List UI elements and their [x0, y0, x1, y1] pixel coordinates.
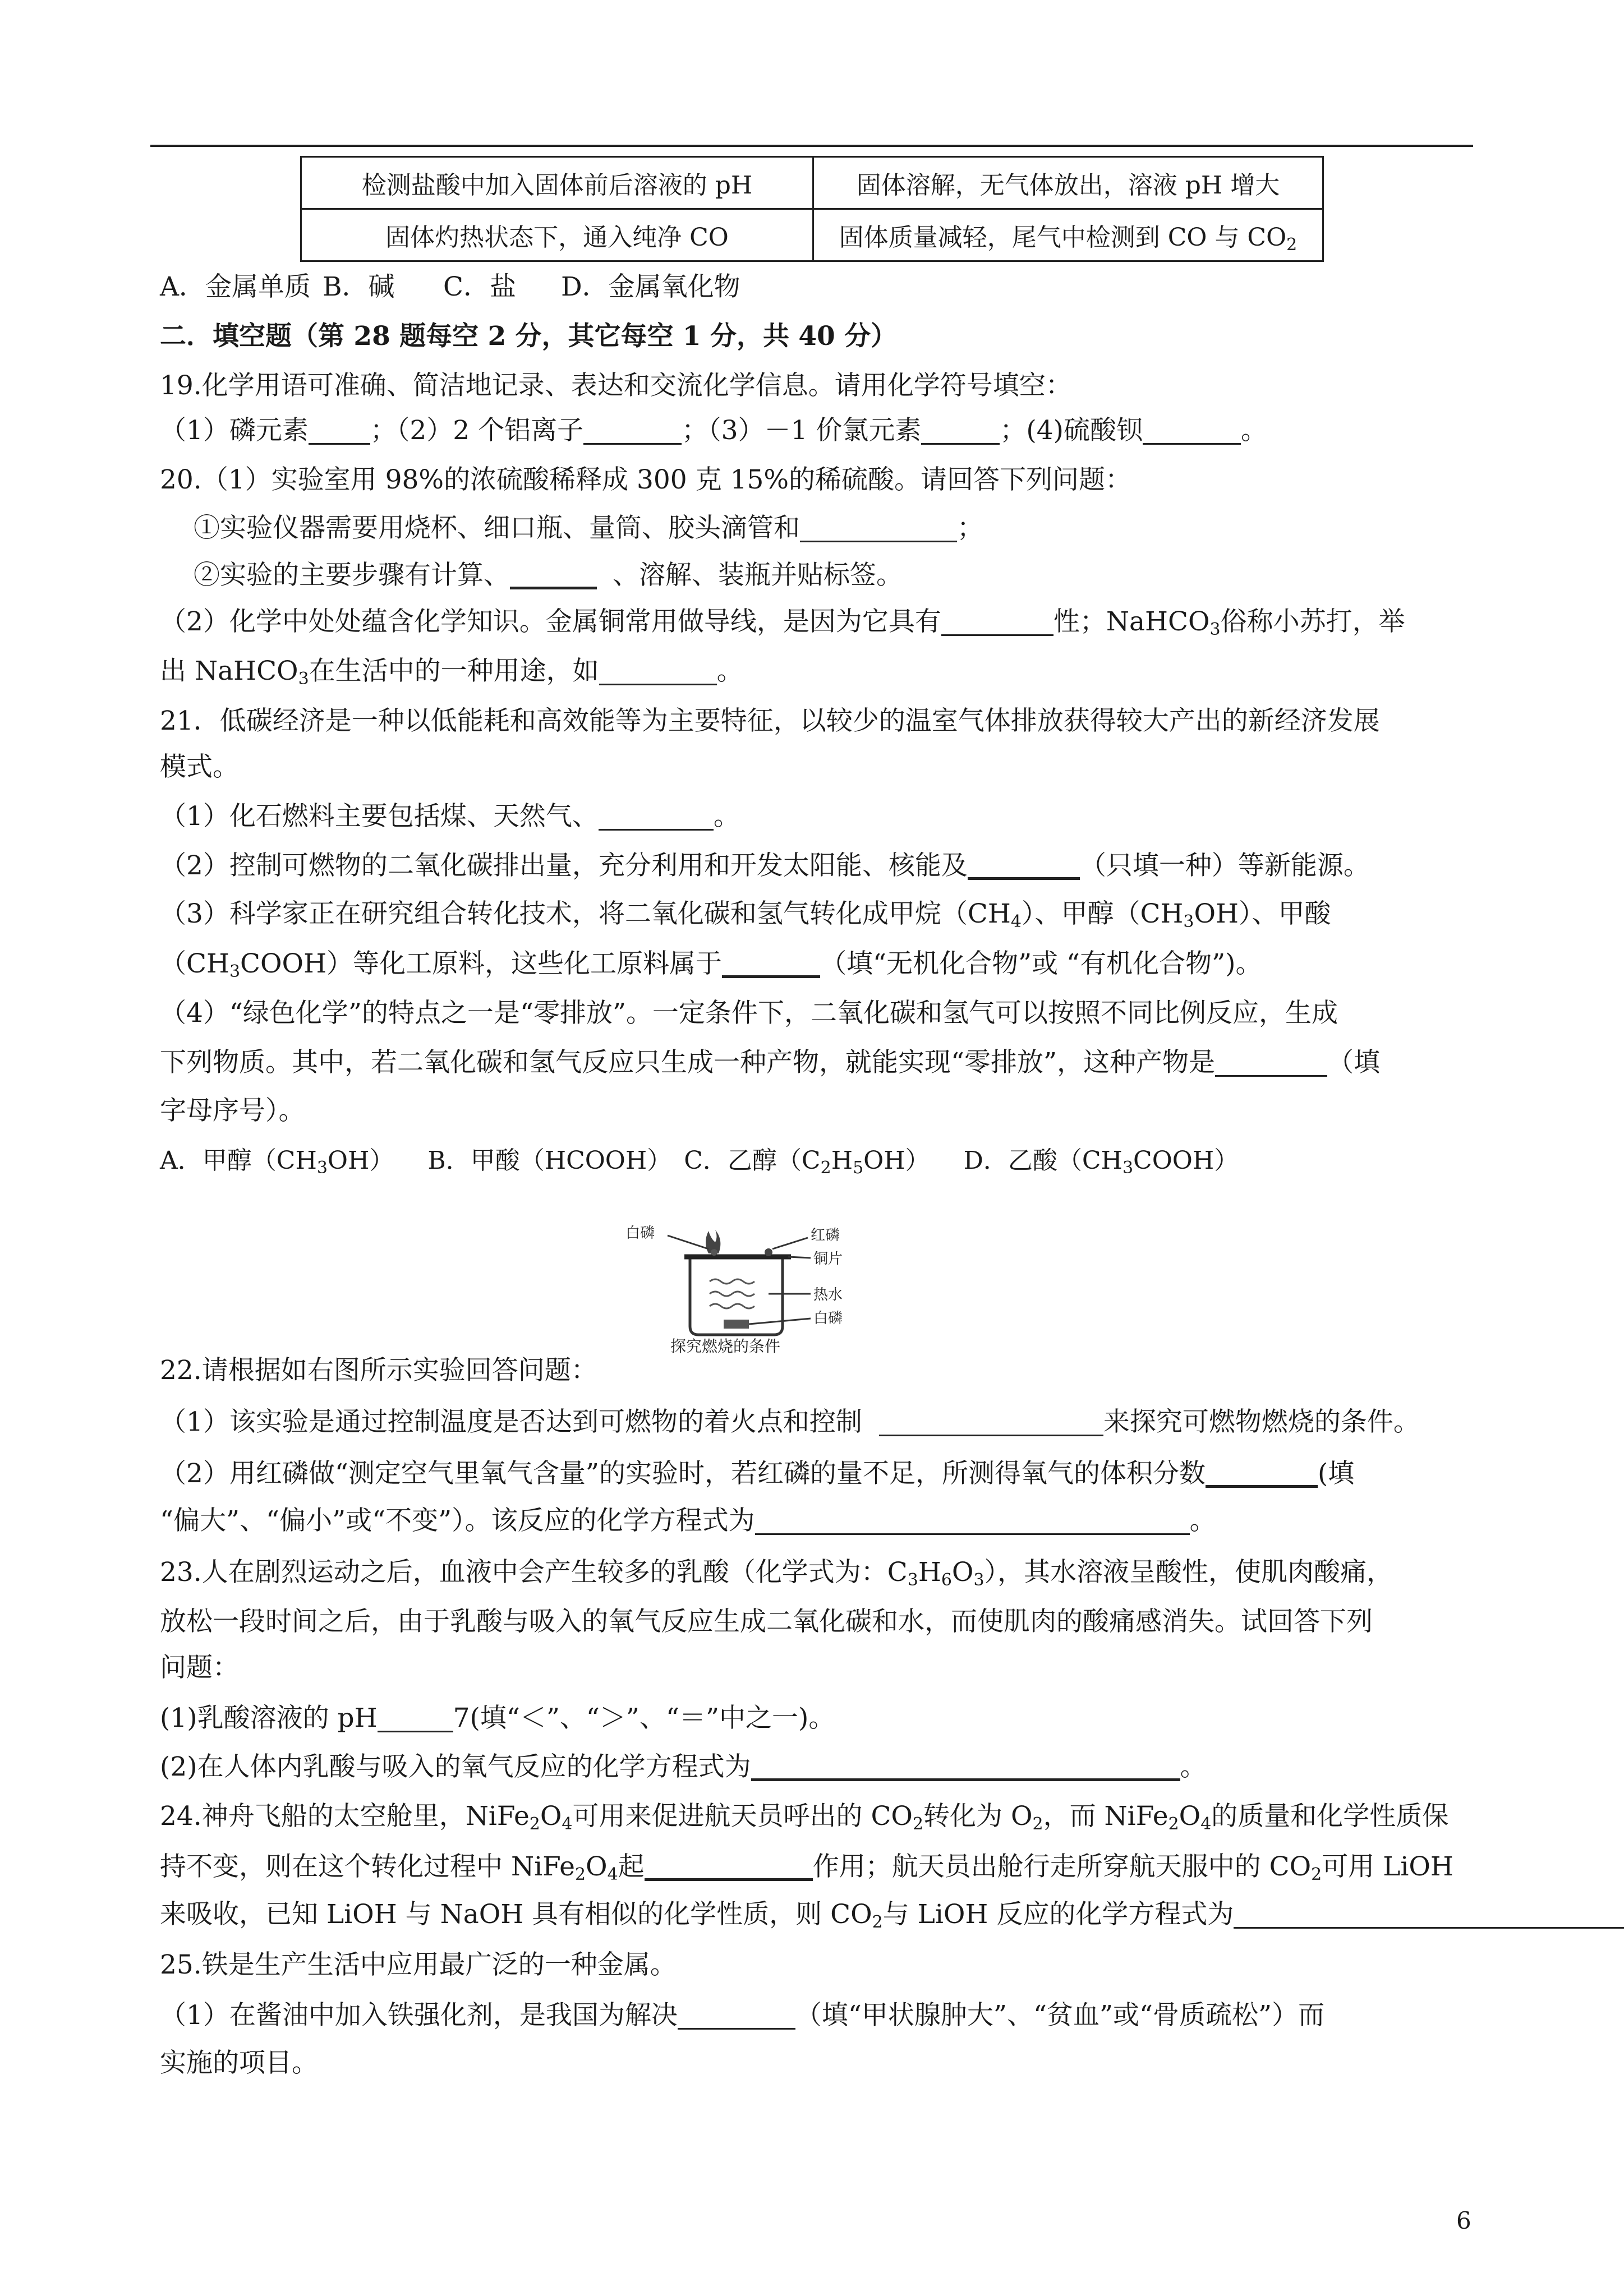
q21-part4-end: 字母序号）。 [160, 1095, 305, 1126]
q20-part2: （2）化学中处处蕴含化学知识。金属铜常用做导线，是因为它具有 性；NaHCO$_3$俗称小苏打，举 [160, 606, 1405, 639]
answer-blank[interactable] [378, 1705, 453, 1732]
q21-part3-cont: $(CH_3COOH)$等化工原料，这些化工原料属于 （填“无机化合物”或 “有机化合物”)。 [160, 948, 1262, 981]
combustion-experiment-figure [625, 1220, 872, 1354]
q21-part4: （4）“绿色化学”的特点之一是“零排放”。一定条件下，二氧化碳和氢气可以按照不同比例反应，生成 [160, 998, 1338, 1029]
q21-part4-cont: 下列物质。其中，若二氧化碳和氢气反应只生成一种产物，就能实现“零排放”，这种产物是 （填 [160, 1047, 1381, 1078]
q24-line3: 来吸收，已知 LiOH 与 NaOH 具有相似的化学性质，则 $CO_2$与 LiOH 反应的化学方程式为 [160, 1901, 1624, 1929]
q22-part2: （2）用红磷做“测定空气里氧气含量”的实验时，若红磷的量不足，所测得氧气的体积分数 (填 [160, 1458, 1355, 1489]
label-copper: 铜片 [813, 1251, 843, 1267]
answer-blank[interactable] [722, 949, 820, 978]
q20-stem: 20.（1）实验室用 98%的浓硫酸稀释成 300 克 15%的稀硫酸。请回答下列问题： [160, 464, 1132, 495]
table-cell: 检测盐酸中加入固体前后溶液的 pH [301, 157, 813, 209]
answer-blank[interactable] [751, 1753, 1180, 1781]
q23-part2: (2)在人体内乳酸与吸入的氧气反应的化学方程式为 。 [160, 1751, 1207, 1782]
q25-part1: （1）在酱油中加入铁强化剂，是我国为解决 （填“甲状腺肿大”、“贫血”或“骨质疏松”）而 [160, 2000, 1325, 2031]
q20-step2: ②实验的主要步骤有计算、 、溶解、装瓶并贴标签。 [194, 560, 903, 591]
answer-blank[interactable] [941, 608, 1053, 636]
table-cell: 固体质量减轻，尾气中检测到 CO 与 $CO_2$ [813, 209, 1323, 261]
q23-stem-end: 问题： [160, 1652, 239, 1683]
answer-blank[interactable] [968, 851, 1080, 880]
answer-blank[interactable] [678, 2002, 795, 2030]
label-red-p: 红磷 [811, 1227, 840, 1244]
white-phosphorus-underwater [724, 1320, 749, 1329]
q21-stem-cont: 模式。 [160, 751, 239, 782]
option-d: D．金属氧化物 [561, 271, 740, 302]
answer-blank[interactable] [645, 1852, 813, 1881]
answer-blank[interactable] [1143, 417, 1241, 445]
answer-blank[interactable] [1206, 1459, 1318, 1488]
label-white-p: 白磷 [625, 1225, 655, 1242]
answer-blank[interactable] [599, 803, 714, 831]
q22-part2-cont: “偏大”、“偏小”或“不变”）。该反应的化学方程式为 。 [160, 1505, 1216, 1536]
q24-line2: 持不变，则在这个转化过程中 $NiFe_2O_4$起 作用；航天员出舱行走所穿航天服中的 $CO_2$可用 LiOH [160, 1851, 1453, 1884]
q23-stem-cont: 放松一段时间之后，由于乳酸与吸入的氧气反应生成二氧化碳和水，而使肌肉的酸痛感消失。试回答下列 [160, 1606, 1373, 1637]
q23-part1: (1)乳酸溶液的 pH 7(填“＜”、“＞”、“＝”中之一)。 [160, 1703, 835, 1733]
q21-part2: （2）控制可燃物的二氧化碳排出量，充分利用和开发太阳能、核能及 （只填一种）等新能源。 [160, 850, 1370, 881]
answer-blank[interactable] [879, 1409, 1103, 1436]
answer-blank[interactable] [1215, 1049, 1327, 1077]
figure-caption: 探究燃烧的条件 [670, 1337, 781, 1354]
answer-blank[interactable] [309, 417, 370, 445]
option-b: B．碱 [323, 271, 395, 302]
answer-blank[interactable] [921, 417, 1000, 445]
table-cell: 固体溶解，无气体放出，溶液 pH 增大 [813, 157, 1323, 209]
page-number: 6 [1456, 2207, 1471, 2234]
q22-stem: 22.请根据如右图所示实验回答问题： [160, 1355, 597, 1386]
q22-part1: （1）该实验是通过控制温度是否达到可燃物的着火点和控制 来探究可燃物燃烧的条件。 [160, 1407, 1420, 1437]
q20-part2-cont: 出 NaHCO$_3$在生活中的一种用途，如 。 [160, 656, 743, 689]
q20-step1: ①实验仪器需要用烧杯、细口瓶、量筒、胶头滴管和 ； [194, 513, 983, 543]
table-cell: 固体灼热状态下，通入纯净 CO [301, 209, 813, 261]
table-row [301, 209, 1323, 261]
q19-parts: （1）磷元素 ；（2）2 个铝离子 ；（3）－1 价氯元素 ；(4)硫酸钡 。 [160, 415, 1267, 446]
q25-part1-cont: 实施的项目。 [160, 2048, 318, 2078]
answer-blank[interactable] [583, 417, 682, 445]
q18-options [160, 271, 740, 302]
q19-stem: 19.化学用语可准确、简洁地记录、表达和交流化学信息。请用化学符号填空： [160, 370, 1072, 401]
answer-blank[interactable] [1234, 1901, 1624, 1929]
q25-stem: 25.铁是生产生活中应用最广泛的一种金属。 [160, 1949, 677, 1980]
label-hot-water: 热水 [813, 1287, 843, 1303]
label-white-p-bottom: 白磷 [813, 1310, 843, 1327]
answer-blank[interactable] [599, 658, 717, 685]
q21-options: A．甲醇$(CH_3OH)$ B．甲酸（HCOOH） C．乙醇$(C_2H_5OH)$ D．乙酸$(CH_3COOH)$ [160, 1146, 1239, 1178]
experiment-table [300, 156, 1324, 262]
q21-stem: 21．低碳经济是一种以低能耗和高效能等为主要特征，以较少的温室气体排放获得较大产出的新经济发展 [160, 706, 1380, 736]
answer-blank[interactable] [800, 515, 957, 542]
q21-part3: （3）科学家正在研究组合转化技术，将二氧化碳和氢气转化成甲烷$(CH_4)$、甲醇$(CH_3OH)$、甲酸 [160, 898, 1331, 932]
section-title: 二．填空题（第 28 题每空 2 分，其它每空 1 分，共 40 分） [160, 321, 898, 352]
option-c: C．盐 [443, 271, 516, 302]
q24-line1: 24.神舟飞船的太空舱里，$NiFe_2O_4$可用来促进航天员呼出的 $CO_2$转化为 $O_2$，而 $NiFe_2O_4$的质量和化学性质保 [160, 1801, 1449, 1834]
q23-stem: 23.人在剧烈运动之后，血液中会产生较多的乳酸（化学式为：$C_3H_6O_3$），其水溶液呈酸性，使肌肉酸痛， [160, 1557, 1393, 1590]
answer-blank[interactable] [510, 561, 597, 589]
answer-blank[interactable] [755, 1507, 1190, 1535]
q21-part1: （1）化石燃料主要包括煤、天然气、 。 [160, 801, 740, 832]
option-a: A．金属单质 [160, 271, 311, 302]
table-row [301, 157, 1323, 209]
header-rule [150, 145, 1473, 147]
